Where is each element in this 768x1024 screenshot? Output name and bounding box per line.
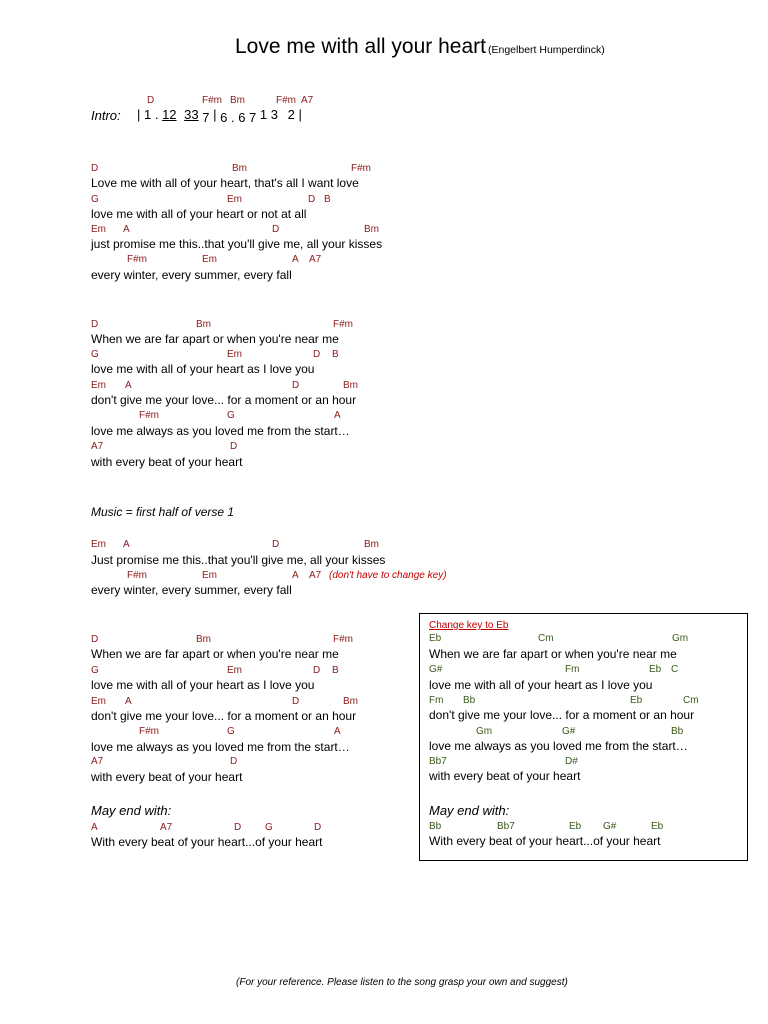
chord: Bm: [343, 380, 358, 391]
ending-label: May end with:: [429, 803, 510, 818]
notation-part: 7: [202, 110, 210, 125]
chord: F#m: [333, 319, 353, 330]
lyric-line: Love me with all of your heart, that's all I want love: [91, 176, 359, 190]
chord: F#m: [333, 634, 353, 645]
chord: A7: [91, 756, 104, 767]
chord: G: [265, 822, 273, 833]
chord: Bb: [671, 726, 684, 737]
chord: F#m: [127, 570, 147, 581]
lyric-line: love me with all of your heart as I love you: [91, 362, 315, 376]
chord: G: [227, 410, 235, 421]
chord: F#m: [202, 95, 222, 106]
chord: B: [332, 349, 339, 360]
lyric-line: With every beat of your heart...of your heart: [429, 834, 661, 848]
lyric-line: When we are far apart or when you're near me: [91, 332, 339, 346]
lyric-line: When we are far apart or when you're near me: [429, 647, 677, 661]
chord: Bm: [196, 319, 211, 330]
chord: Eb: [649, 664, 662, 675]
chord: Bm: [364, 539, 379, 550]
chord: D: [230, 441, 238, 452]
lyric-line: love me with all of your heart as I love you: [429, 678, 653, 692]
chord: Cm: [683, 695, 699, 706]
chord: Bm: [196, 634, 211, 645]
chord: G#: [429, 664, 443, 675]
chord: A7: [301, 95, 314, 106]
lyric-line: love me always as you loved me from the start…: [91, 740, 350, 754]
chord: Bb: [429, 821, 442, 832]
notation-part: 6 . 6 7: [220, 110, 257, 125]
lyric-line: just promise me this..that you'll give me, all your kisses: [91, 237, 383, 251]
intro-label: Intro:: [91, 108, 121, 123]
lyric-line: With every beat of your heart...of your heart: [91, 835, 323, 849]
chord: Em: [91, 539, 106, 550]
chord: F#m: [127, 254, 147, 265]
chord: Bb: [463, 695, 476, 706]
notation-part: 12: [162, 107, 177, 122]
ending-label: May end with:: [91, 803, 172, 818]
chord: Bb7: [429, 756, 447, 767]
intro-notation: [137, 107, 302, 125]
chord: Fm: [429, 695, 444, 706]
chord: D: [313, 665, 321, 676]
chord: Cm: [538, 633, 554, 644]
chord: Em: [91, 224, 106, 235]
chord: D: [313, 349, 321, 360]
chord: D: [308, 194, 316, 205]
chord: C: [671, 664, 679, 675]
lyric-line: every winter, every summer, every fall: [91, 268, 292, 282]
lyric-line: love me with all of your heart as I love you: [91, 678, 315, 692]
artist-name: (Engelbert Humperdinck): [488, 44, 605, 56]
lyric-line: don't give me your love... for a moment or an hour: [91, 709, 357, 723]
chord: Eb: [569, 821, 582, 832]
notation-part: |: [213, 107, 217, 122]
chord: D: [292, 696, 300, 707]
chord: Em: [227, 194, 242, 205]
chord: Eb: [630, 695, 643, 706]
notation-part: 2: [287, 107, 295, 122]
notation-part: |: [298, 107, 302, 122]
chord: Gm: [476, 726, 493, 737]
chord: B: [332, 665, 339, 676]
chord: A: [292, 570, 299, 581]
lyric-line: When we are far apart or when you're near me: [91, 647, 339, 661]
chord: Gm: [672, 633, 689, 644]
chord: A: [334, 726, 341, 737]
chord: A: [334, 410, 341, 421]
chord: A: [123, 224, 130, 235]
chord: A7: [91, 441, 104, 452]
chord: A: [91, 822, 98, 833]
chord: Bm: [232, 163, 247, 174]
lyric-line: love me always as you loved me from the start…: [429, 739, 688, 753]
chord: A7: [160, 822, 173, 833]
key-change-label: Change key to Eb: [429, 620, 509, 631]
chord: F#m: [276, 95, 296, 106]
chord: D: [91, 319, 99, 330]
chord: Bm: [364, 224, 379, 235]
chord: Eb: [651, 821, 664, 832]
chord: D: [91, 163, 99, 174]
chord: A7: [309, 254, 322, 265]
lyric-line: every winter, every summer, every fall: [91, 583, 292, 597]
chord: G: [91, 665, 99, 676]
lyric-line: with every beat of your heart: [429, 769, 581, 783]
chord: D: [272, 539, 280, 550]
footer-note: (For your reference. Please listen to the song grasp your own and suggest): [236, 977, 568, 988]
chord: Bb7: [497, 821, 515, 832]
chord: Em: [227, 665, 242, 676]
chord: Em: [91, 696, 106, 707]
chord: G#: [603, 821, 617, 832]
chord: Eb: [429, 633, 442, 644]
chord: G#: [562, 726, 576, 737]
chord: G: [91, 194, 99, 205]
chord: Fm: [565, 664, 580, 675]
chord: A: [123, 539, 130, 550]
chord: A: [292, 254, 299, 265]
key-note: (don't have to change key): [329, 570, 447, 581]
lyric-line: love me with all of your heart or not at all: [91, 207, 307, 221]
chord: Em: [202, 254, 217, 265]
music-note: Music = first half of verse 1: [91, 505, 235, 519]
notation-part: 1 3: [259, 107, 278, 122]
chord: Em: [91, 380, 106, 391]
lyric-line: with every beat of your heart: [91, 770, 243, 784]
lyric-line: don't give me your love... for a moment or an hour: [91, 393, 357, 407]
chord: F#m: [139, 726, 159, 737]
notation-part: 33: [184, 107, 199, 122]
chord: D: [147, 95, 155, 106]
chord: B: [324, 194, 331, 205]
chord: A: [125, 380, 132, 391]
chord: D: [230, 756, 238, 767]
chord: D: [272, 224, 280, 235]
chord: A: [125, 696, 132, 707]
chord: G: [227, 726, 235, 737]
notation-part: | 1 .: [137, 107, 159, 122]
chord: Em: [202, 570, 217, 581]
lyric-line: don't give me your love... for a moment or an hour: [429, 708, 695, 722]
song-title: Love me with all your heart: [235, 35, 486, 58]
chord: F#m: [139, 410, 159, 421]
chord: D: [91, 634, 99, 645]
chord: D: [292, 380, 300, 391]
lyric-line: Just promise me this..that you'll give me, all your kisses: [91, 553, 386, 567]
lyric-line: love me always as you loved me from the start…: [91, 424, 350, 438]
chord: Em: [227, 349, 242, 360]
chord: D: [314, 822, 322, 833]
chord: F#m: [351, 163, 371, 174]
chord: D#: [565, 756, 578, 767]
chord: G: [91, 349, 99, 360]
chord: Bm: [230, 95, 245, 106]
chord: Bm: [343, 696, 358, 707]
chord: D: [234, 822, 242, 833]
lyric-line: with every beat of your heart: [91, 455, 243, 469]
chord: A7: [309, 570, 322, 581]
